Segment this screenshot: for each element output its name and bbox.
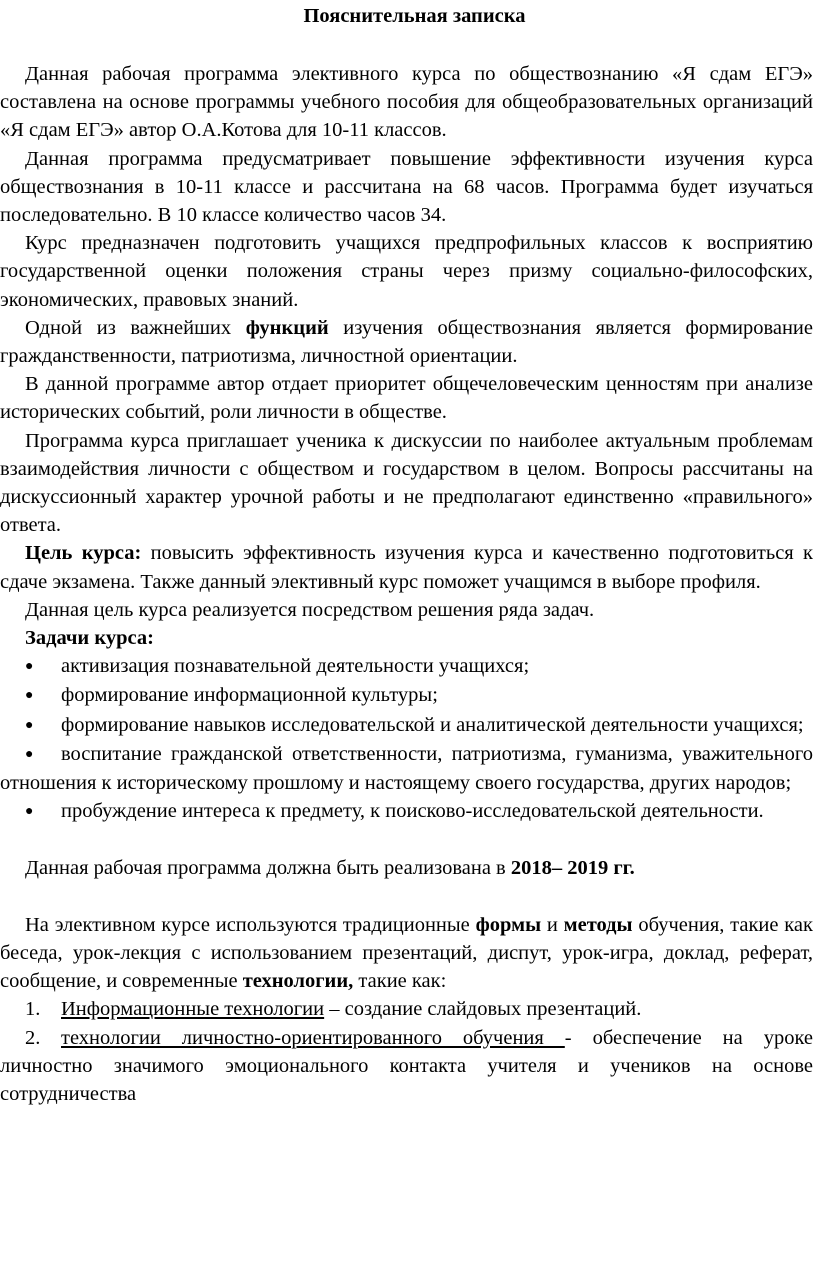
bold-forms: формы — [475, 913, 542, 936]
bullet-icon: ● — [25, 746, 34, 762]
list-item — [0, 1024, 813, 1109]
paragraph-goal-realization: Данная цель курса реализуется посредством решения ряда задач. — [25, 598, 595, 621]
bullet-icon: ● — [25, 659, 34, 675]
text-segment: и — [541, 913, 564, 936]
task-text: формирование навыков исследовательской и аналитической деятельности учащихся; — [61, 713, 804, 736]
list-item — [0, 740, 813, 797]
implementation-years: 2018– 2019 гг. — [510, 857, 635, 880]
task-text: формирование информационной культуры; — [61, 684, 438, 707]
technology-name: Информационные технологии — [61, 998, 325, 1021]
task-text: воспитание гражданской ответственности, патриотизма, гуманизма, уважительного отношения к историческому прошлому и настоящему своего государства, других народов; — [0, 742, 813, 795]
list-item — [0, 652, 813, 681]
paragraph-priority: В данной программе автор отдает приоритет общечеловеческим ценностям при анализе исторических событий, роли личности в обществе. — [0, 373, 813, 424]
bullet-icon: ● — [25, 688, 34, 704]
technology-description: - обеспечение на уроке личностно значимого эмоционального контакта учителя и учеников на основе сотрудничества — [0, 1026, 813, 1105]
paragraph-discussion: Программа курса приглашает ученика к дискуссии по наиболее актуальным проблемам взаимодействия личности с обществом и государством в целом. Вопросы рассчитаны на дискуссионный характер урочной работы и не предполагают единственно «правильного» ответа. — [0, 429, 813, 537]
goal-label: Цель курса: — [25, 542, 142, 565]
paragraph-implementation-years — [0, 854, 813, 882]
paragraph-course-purpose: Курс предназначен подготовить учащихся предпрофильных классов к восприятию государственной оценки положения страны через призму социально-философских, экономических, правовых знаний. — [0, 232, 813, 311]
list-item — [0, 711, 813, 740]
bold-technologies: технологии, — [242, 970, 354, 993]
list-item — [0, 681, 813, 710]
goal-text: повысить эффективность изучения курса и качественно подготовиться к сдаче экзамена. Также данный элективный курс поможет учащимся в выборе профиля. — [0, 542, 814, 593]
spacer — [0, 32, 813, 60]
technology-name: технологии личностно-ориентированного обучения — [61, 1026, 565, 1049]
text-segment: На элективном курсе используются традиционные — [25, 913, 476, 936]
item-number: 2. — [25, 1026, 41, 1049]
text-segment: изучения обществознания является формирование гражданственности, патриотизма, личностной ориентации. — [0, 316, 813, 368]
text-segment: обучения, такие как беседа, урок-лекция с использованием презентаций, диспут, урок-игра, доклад, реферат, сообщение, и современные — [0, 913, 813, 993]
spacer — [0, 826, 813, 854]
task-text: активизация познавательной деятельности учащихся; — [61, 655, 530, 678]
paragraph-forms-methods — [0, 911, 813, 996]
list-item — [0, 995, 813, 1023]
technologies-list — [0, 995, 813, 1108]
implementation-text: Данная рабочая программа должна быть реализована в — [25, 857, 511, 880]
bullet-icon: ● — [25, 804, 34, 820]
bold-methods: методы — [563, 913, 633, 936]
paragraph-program-basis: Данная рабочая программа элективного курса по обществознанию «Я сдам ЕГЭ» составлена на основе программы учебного пособия для общеобразовательных организаций «Я сдам ЕГЭ» автор О.А.Котова для 10-11 классов. — [0, 63, 813, 142]
paragraph-course-goal — [0, 539, 813, 595]
item-number: 1. — [25, 998, 41, 1021]
text-segment: Одной из важнейших — [25, 316, 246, 339]
tasks-heading: Задачи курса: — [25, 627, 154, 650]
bullet-icon: ● — [25, 717, 34, 733]
text-segment: такие как: — [353, 970, 447, 993]
spacer — [0, 883, 813, 911]
bold-functions: функций — [245, 316, 329, 339]
task-text: пробуждение интереса к предмету, к поисково-исследовательской деятельности. — [61, 800, 764, 823]
tasks-list — [0, 652, 813, 826]
list-item — [0, 797, 813, 826]
paragraph-program-hours: Данная программа предусматривает повышение эффективности изучения курса обществознания в 10-11 классе и рассчитана на 68 часов. Программа будет изучаться последовательно. В 10 классе количество часов 34. — [0, 147, 813, 227]
technology-description: – создание слайдовых презентаций. — [324, 998, 642, 1021]
paragraph-functions — [0, 314, 813, 370]
document-title: Пояснительная записка — [303, 5, 526, 27]
